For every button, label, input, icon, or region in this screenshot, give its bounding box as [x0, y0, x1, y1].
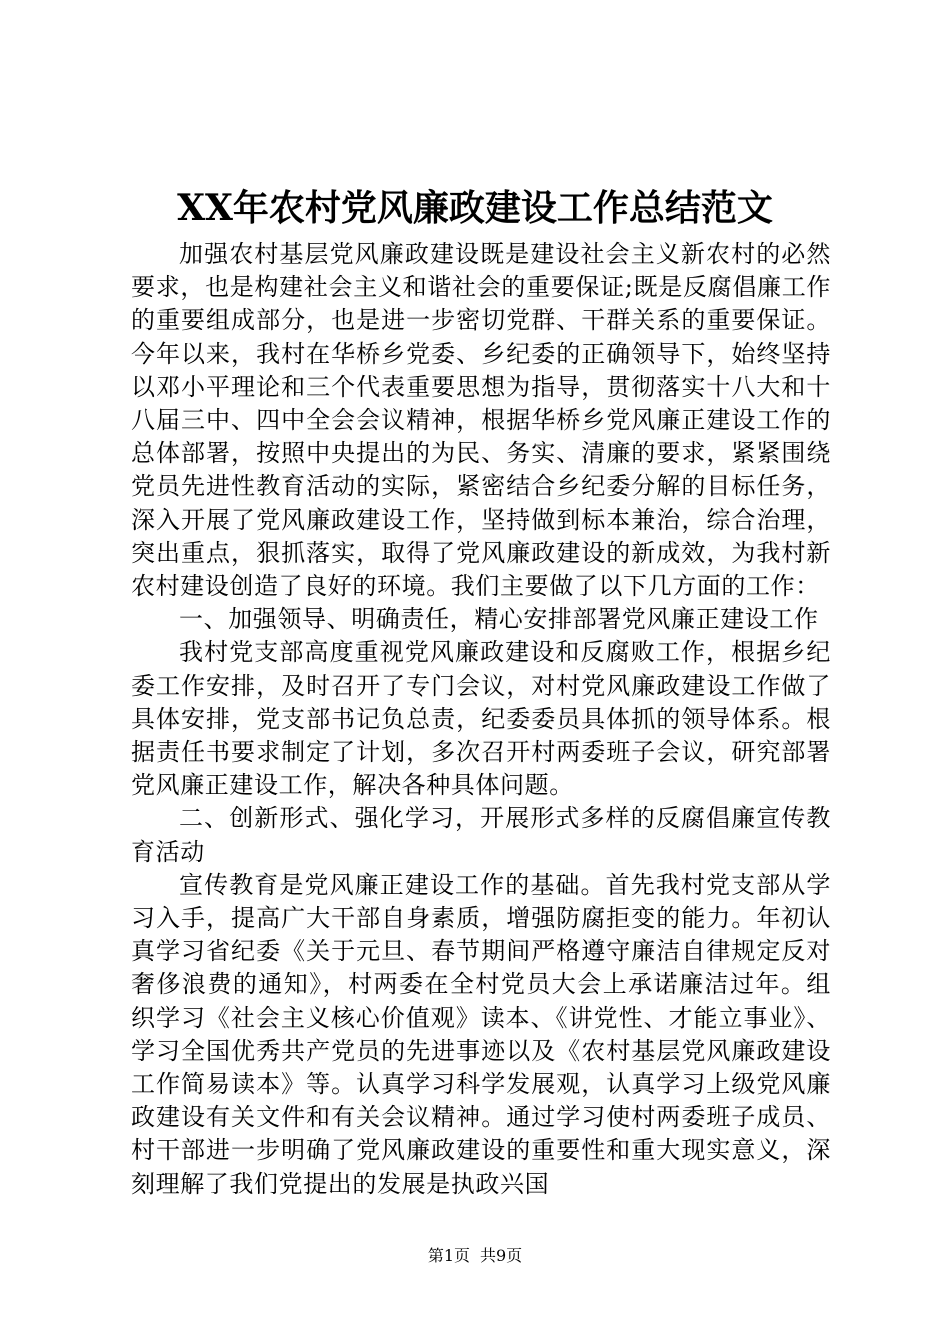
document-title: XX年农村党风廉政建设工作总结范文 [177, 187, 773, 229]
paragraph-section-1: 我村党支部高度重视党风廉政建设和反腐败工作，根据乡纪委工作安排，及时召开了专门会议，对村党风廉政建设工作做了具体安排，党支部书记负总责，纪委委员具体抓的领导体系。根据责任书要求制定了计划，多次召开村两委班子会议，研究部署党风廉正建设工作，解决各种具体问题。 [131, 638, 831, 800]
document-body [131, 238, 831, 1201]
section-heading-1: 一、加强领导、明确责任，精心安排部署党风廉正建设工作 [179, 605, 819, 634]
paragraph-section-2: 宣传教育是党风廉正建设工作的基础。首先我村党支部从学习入手，提高广大干部自身素质，增强防腐拒变的能力。年初认真学习省纪委《关于元旦、春节期间严格遵守廉洁自律规定反对奢侈浪费的通知》，村两委在全村党员大会上承诺廉洁过年。组织学习《社会主义核心价值观》读本、《讲党性、才能立事业》、学习全国优秀共产党员的先进事迹以及《农村基层党风廉政建设工作简易读本》等。认真学习科学发展观，认真学习上级党风廉政建设有关文件和有关会议精神。通过学习使村两委班子成员、村干部进一步明确了党风廉政建设的重要性和重大现实意义，深刻理解了我们党提出的发展是执政兴国 [131, 870, 831, 1198]
page-total: 共9页 [480, 1246, 523, 1265]
paragraph-intro: 加强农村基层党风廉政建设既是建设社会主义新农村的必然要求，也是构建社会主义和谐社会的重要保证;既是反腐倡廉工作的重要组成部分，也是进一步密切党群、干群关系的重要保证。今年以来，我村在华桥乡党委、乡纪委的正确领导下，始终坚持以邓小平理论和三个代表重要思想为指导，贯彻落实十八大和十八届三中、四中全会会议精神，根据华桥乡党风廉正建设工作的总体部署，按照中央提出的为民、务实、清廉的要求，紧紧围绕党员先进性教育活动的实际，紧密结合乡纪委分解的目标任务，深入开展了党风廉政建设工作，坚持做到标本兼治，综合治理，突出重点，狠抓落实，取得了党风廉政建设的新成效，为我村新农村建设创造了良好的环境。我们主要做了以下几方面的工作： [131, 240, 831, 601]
section-heading-2: 二、创新形式、强化学习，开展形式多样的反腐倡廉宣传教育活动 [131, 804, 831, 866]
page-number: 第1页 [427, 1246, 470, 1265]
page-footer [0, 1245, 950, 1267]
